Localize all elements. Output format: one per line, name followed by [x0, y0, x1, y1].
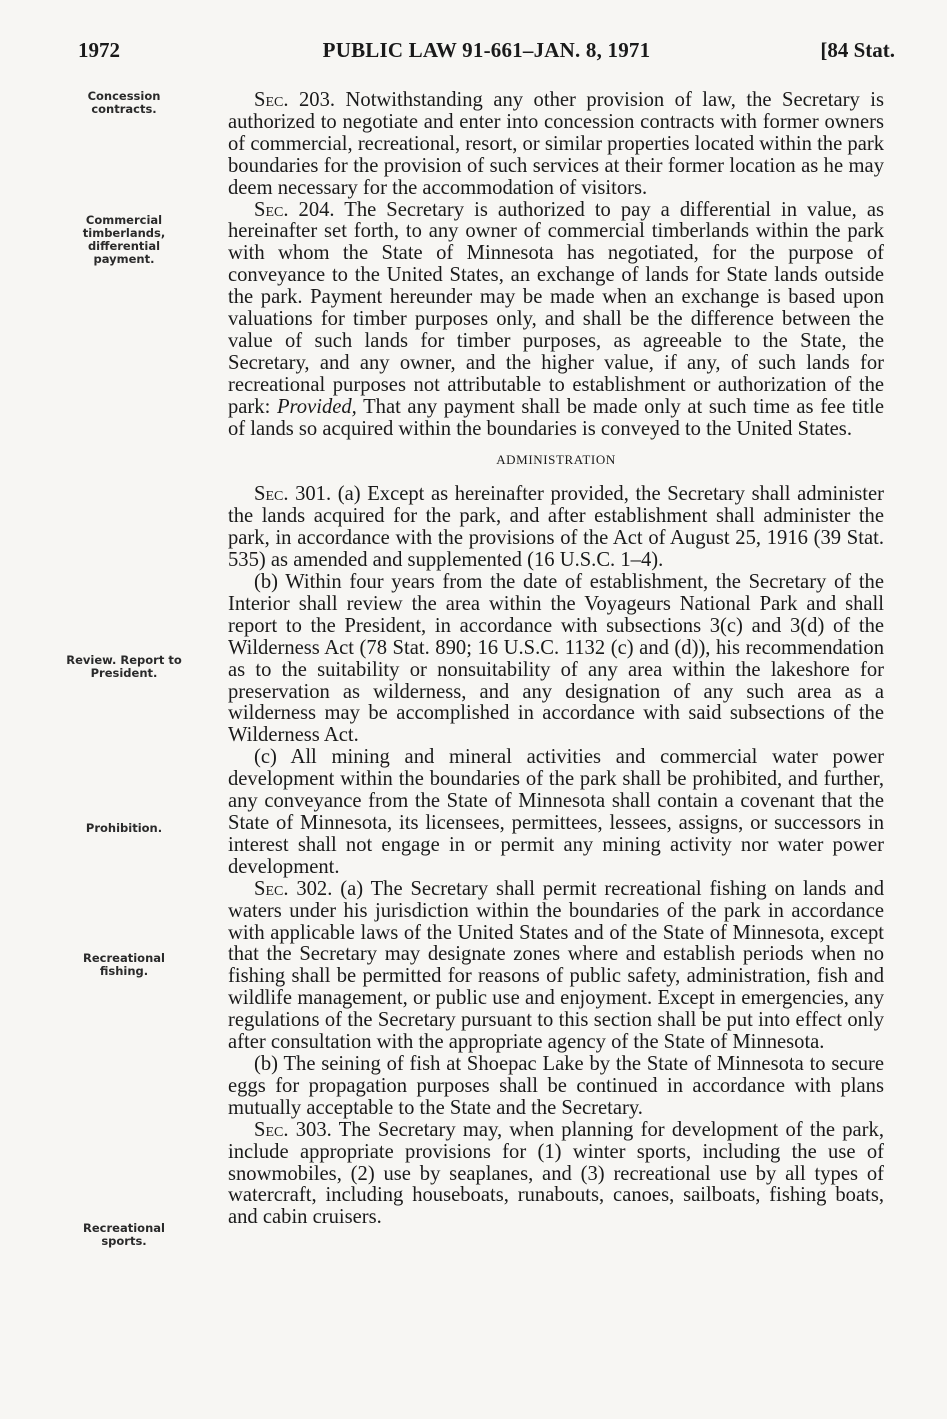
- section-302-a: [228, 879, 884, 1054]
- body-text: [228, 90, 884, 1229]
- section-303: [228, 1120, 884, 1230]
- section-text: The Secretary may, when planning for development of the park, include appropriate provisions for (1) winter sports, including the use of snowmobiles, (2) use by seaplanes, and (3) recreational use by all types of watercraft, including houseboats, runabouts, canoes, sailboats, fishing boats, and cabin cruisers.: [228, 1118, 884, 1229]
- section-text: The Secretary is authorized to pay a differential in value, as hereinafter set forth, to any owner of commercial timberlands within the park with whom the State of Minnesota has negotiated, for the purpose of conveyance to the United States, an exchange of lands for State lands outside the park. Payment hereunder may be made when an exchange is based upon valuations for timber purposes only, and shall be the difference between the value of such lands for timber purposes, as agreeable to the State, the Secretary, and any owner, and the higher value, if any, of such lands for recreational purposes not attributable to establishment or authorization of the park:: [228, 198, 884, 418]
- section-text: Notwithstanding any other provision of law, the Secretary is authorized to negotiate and enter into concession contracts with former owners of commercial, recreational, resort, or similar properties located within the park boundaries for the provision of such services at their former location as he may deem necessary for the accommodation of visitors.: [228, 89, 884, 199]
- section-label: Sec. 203.: [254, 89, 336, 111]
- section-label: Sec. 302.: [254, 877, 333, 900]
- margin-note-fishing: Recreational fishing.: [83, 951, 165, 978]
- margin-note-review: Review. Report to President.: [66, 653, 182, 680]
- section-302-b: (b) The seining of fish at Shoepac Lake by the State of Minnesota to secure eggs for propagation purposes shall be continued in accordance with plans mutually acceptable to the State and the Secretary.: [228, 1052, 884, 1119]
- margin-note-prohibition: Prohibition.: [85, 821, 163, 835]
- section-301-a: [228, 484, 884, 572]
- section-label: Sec. 204.: [254, 198, 335, 221]
- section-text: (a) The Secretary shall permit recreational fishing on lands and waters under his jurisdiction within the boundaries of the park in accordance with applicable laws of the United States and of the State of Minnesota, except that the Secretary may designate zones where and establish periods when no fishing shall be permitted for reasons of public safety, administration, fish and wildlife management, or public use and enjoyment. Except in emergencies, any regulations of the Secretary pursuant to this section shall be put into effect only after consultation with the appropriate agency of the State of Minnesota.: [228, 877, 884, 1054]
- section-text: (a) Except as hereinafter provided, the Secretary shall administer the lands acquired for the park, and after establishment shall administer the park, in accordance with the provisions of the Act of August 25, 1916 (39 Stat. 535) as amended and supplemented (16 U.S.C. 1–4).: [228, 483, 884, 572]
- statute-volume: [84 Stat.: [820, 38, 895, 62]
- section-label: Sec. 303.: [254, 1118, 332, 1141]
- margin-note-commercial: Commercial timberlands, differential payment.: [82, 213, 166, 266]
- page-header: [78, 38, 895, 68]
- provided-term: Provided,: [276, 395, 357, 418]
- section-text: That any payment shall be made only at such time as fee title of lands so acquired within the boundaries is conveyed to the United States.: [228, 395, 884, 440]
- margin-note-concession: Concession contracts.: [87, 89, 161, 116]
- section-301-c: (c) All mining and mineral activities and commercial water power development within the boundaries of the park shall be prohibited, and further, any conveyance from the State of Minnesota shall contain a covenant that the State of Minnesota, its licensees, permittees, lessees, assigns, or successors in interest shall not engage in or permit any mining activity nor water power development.: [228, 746, 884, 878]
- section-203: [228, 90, 884, 200]
- section-204: [228, 200, 884, 441]
- running-title: PUBLIC LAW 91-661–JAN. 8, 1971: [322, 38, 651, 62]
- administration-heading: ADMINISTRATION: [496, 451, 616, 467]
- section-label: Sec. 301.: [254, 483, 332, 506]
- margin-note-sports: Recreational sports.: [83, 1221, 165, 1248]
- section-301-b: (b) Within four years from the date of establishment, the Secretary of the Interior shall review the area within the Voyageurs National Park and shall report to the President, in accordance with subsections 3(c) and 3(d) of the Wilderness Act (78 Stat. 890; 16 U.S.C. 1132 (c) and (d)), his recommendation as to the suitability or nonsuitability of any area within the lakeshore for preservation as wilderness, and any designation of any such area as a wilderness may be accomplished in accordance with said subsections of the Wilderness Act.: [228, 571, 884, 747]
- page-number: 1972: [78, 38, 120, 62]
